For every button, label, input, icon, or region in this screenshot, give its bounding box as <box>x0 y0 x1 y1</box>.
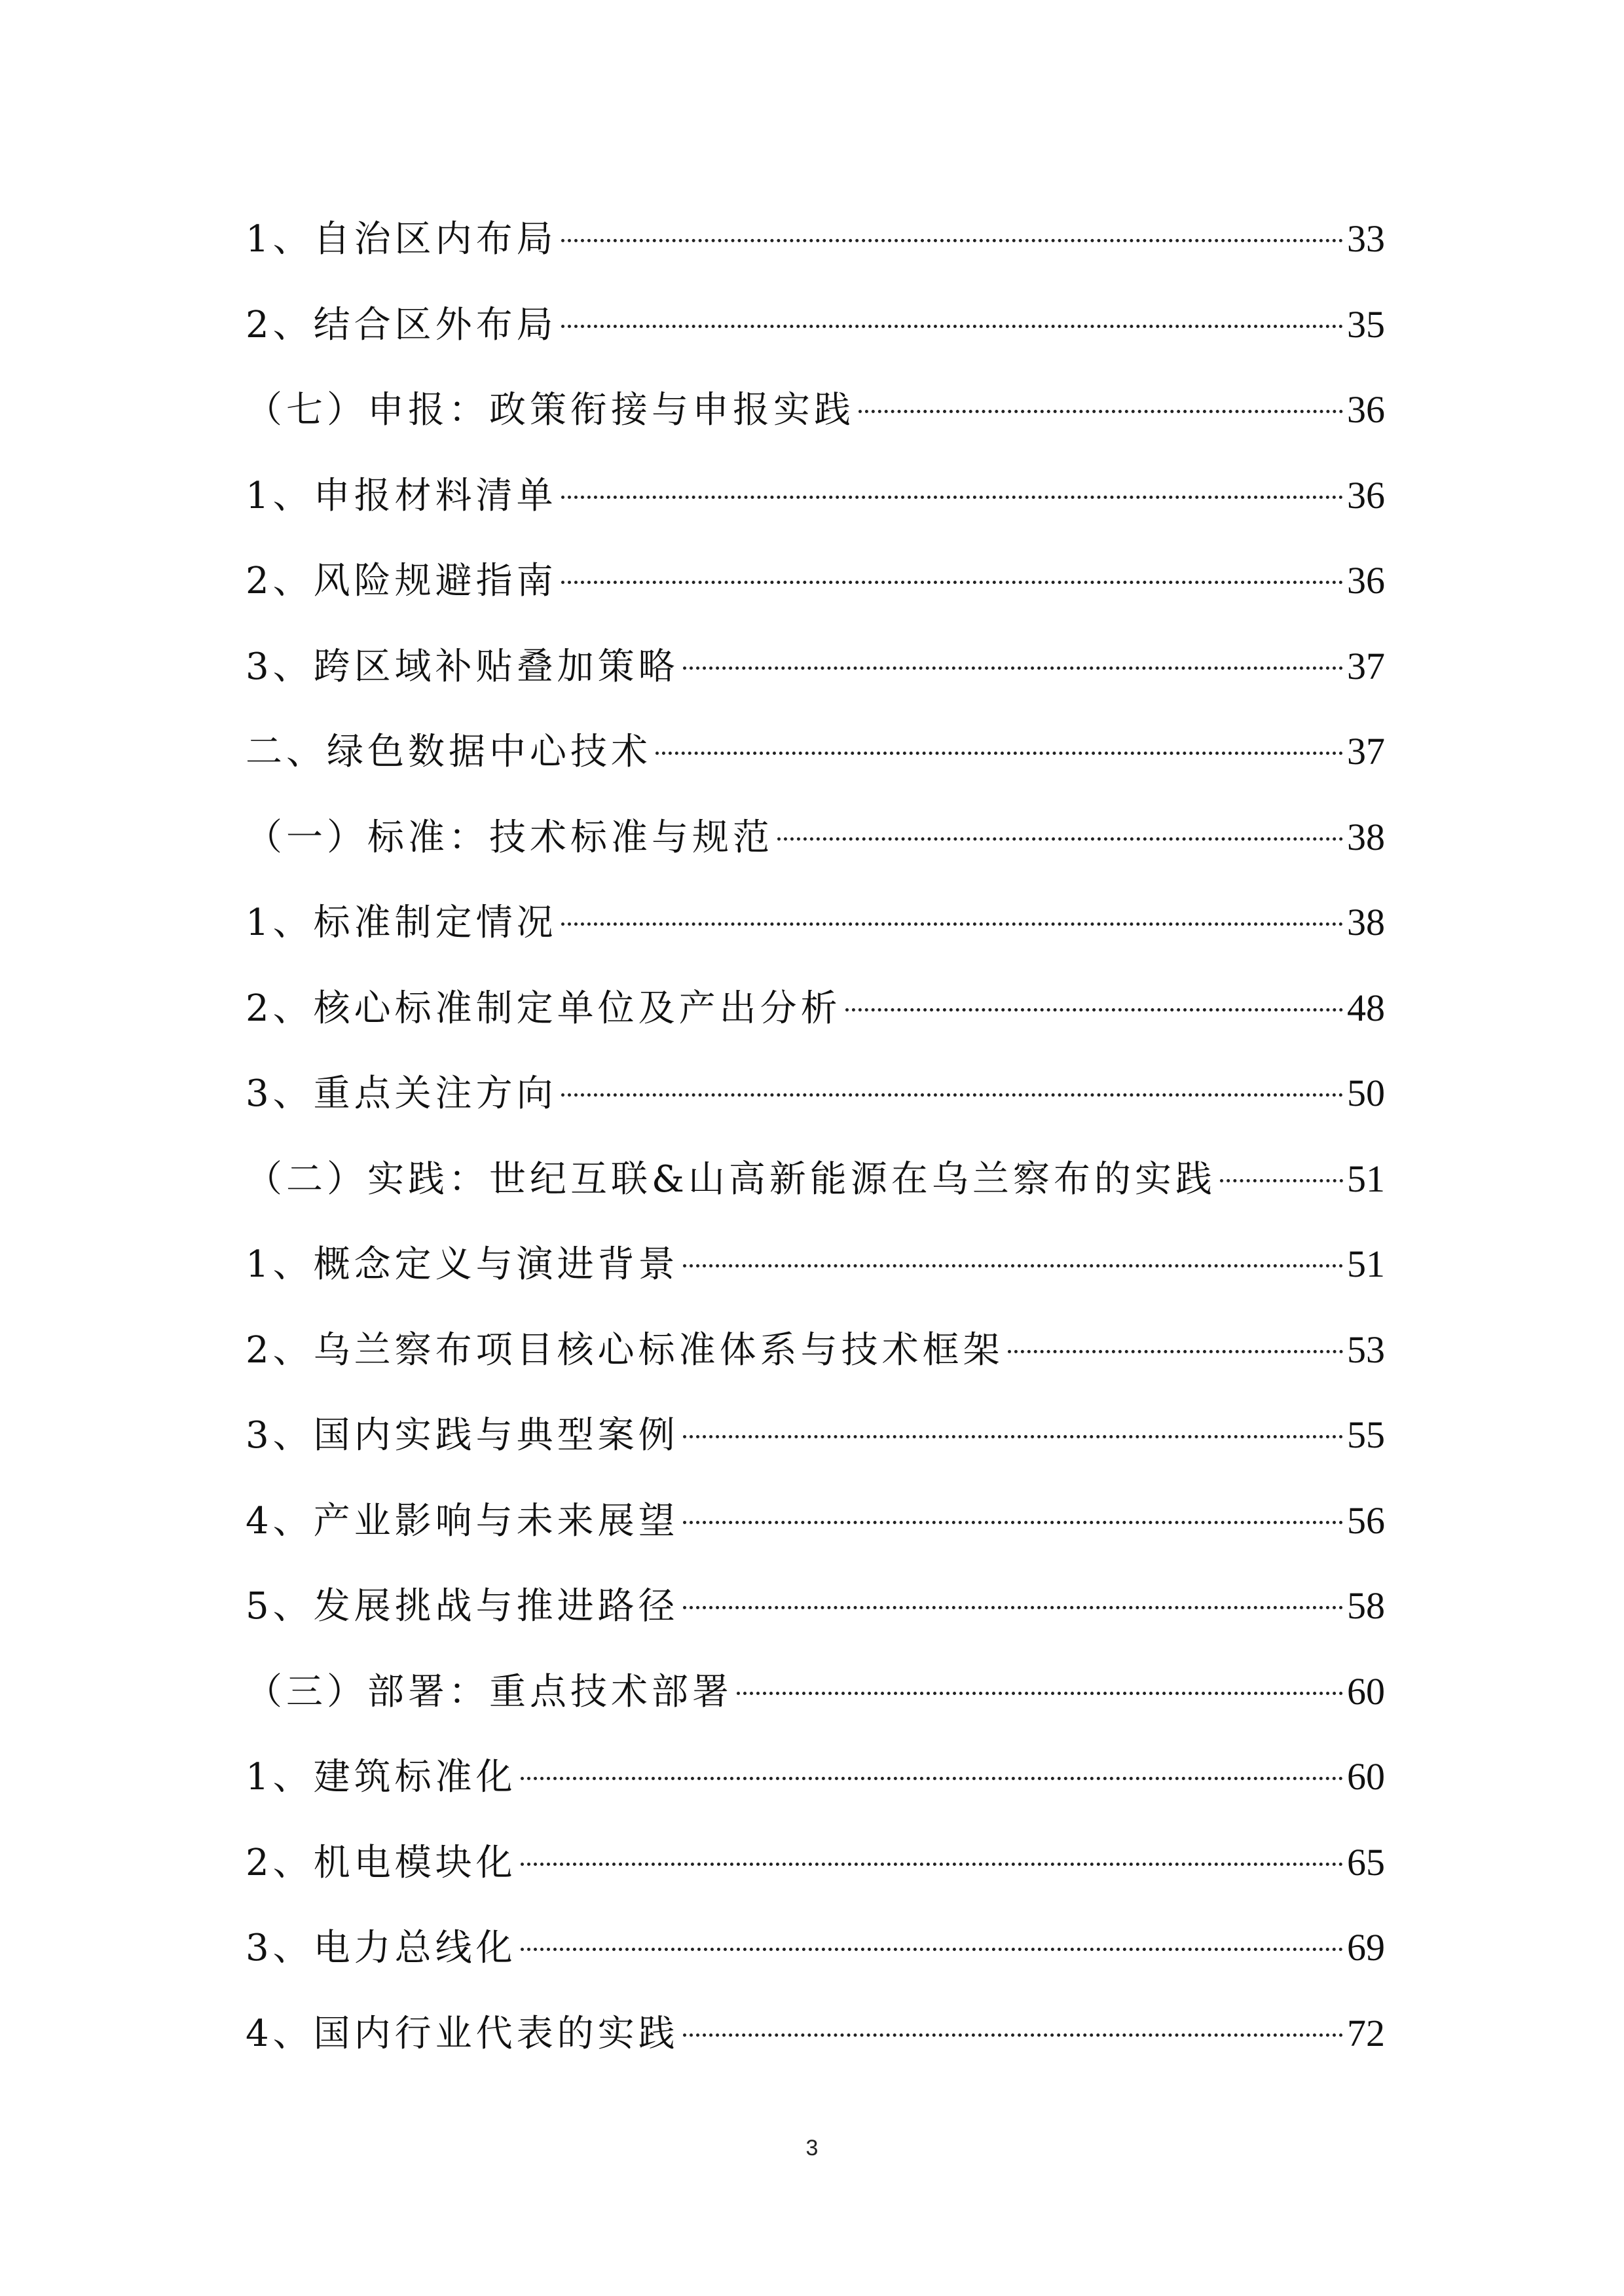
toc-entry[interactable] <box>246 709 1385 795</box>
toc-entry-title: 2、结合区外布局 <box>246 303 557 346</box>
toc-entry-title: 3、电力总线化 <box>246 1927 517 1969</box>
toc-entry-page: 72 <box>1347 2011 1385 2054</box>
toc-entry[interactable] <box>246 880 1385 966</box>
toc-entry-title: 3、重点关注方向 <box>246 1072 557 1115</box>
toc-entry-page: 51 <box>1347 1243 1385 1285</box>
toc-entry[interactable] <box>246 1905 1385 1991</box>
toc-leader-dots <box>561 1093 1343 1097</box>
toc-entry-title: 4、国内行业代表的实践 <box>246 2012 679 2055</box>
toc-leader-dots <box>1220 1179 1343 1182</box>
toc-entry[interactable] <box>246 1478 1385 1564</box>
toc-entry[interactable] <box>246 196 1385 282</box>
toc-leader-dots <box>683 2033 1343 2037</box>
toc-entry[interactable] <box>246 1222 1385 1307</box>
toc-entry-title: 2、风险规避指南 <box>246 560 557 602</box>
toc-entry[interactable] <box>246 624 1385 710</box>
toc-entry-title: 1、自治区内布局 <box>246 218 557 261</box>
toc-entry[interactable] <box>246 966 1385 1051</box>
toc-leader-dots <box>521 1948 1343 1951</box>
toc-entry[interactable] <box>246 282 1385 368</box>
toc-entry-page: 65 <box>1347 1840 1385 1884</box>
toc-leader-dots <box>683 666 1343 670</box>
toc-entry-page: 38 <box>1347 901 1385 943</box>
toc-leader-dots <box>683 1435 1343 1438</box>
toc-leader-dots <box>561 239 1343 242</box>
toc-entry-title: 1、申报材料清单 <box>246 474 557 517</box>
toc-leader-dots <box>683 1264 1343 1267</box>
toc-entry-page: 60 <box>1347 1755 1385 1798</box>
toc-entry[interactable] <box>246 1563 1385 1649</box>
toc-entry-page: 51 <box>1347 1157 1385 1200</box>
toc-entry[interactable] <box>246 1991 1385 2077</box>
toc-leader-dots <box>683 1606 1343 1609</box>
table-of-contents <box>246 196 1385 2076</box>
toc-leader-dots <box>858 410 1343 413</box>
toc-leader-dots <box>683 1521 1343 1524</box>
toc-entry[interactable] <box>246 1734 1385 1820</box>
toc-entry-page: 53 <box>1347 1328 1385 1371</box>
toc-entry-page: 58 <box>1347 1584 1385 1627</box>
toc-entry[interactable] <box>246 1051 1385 1137</box>
toc-entry[interactable] <box>246 1137 1385 1222</box>
toc-entry-page: 37 <box>1347 644 1385 687</box>
toc-entry-title: 2、乌兰察布项目核心标准体系与技术框架 <box>246 1328 1004 1372</box>
toc-entry-title: 3、跨区域补贴叠加策略 <box>246 645 679 688</box>
toc-leader-dots <box>521 1863 1343 1866</box>
toc-leader-dots <box>777 837 1343 841</box>
toc-entry[interactable] <box>246 1307 1385 1393</box>
toc-entry-page: 35 <box>1347 302 1385 346</box>
toc-entry-title: （三）部署：重点技术部署 <box>246 1670 733 1713</box>
toc-entry-title: 1、概念定义与演进背景 <box>246 1243 679 1286</box>
toc-entry-page: 38 <box>1347 815 1385 858</box>
toc-entry-title: 5、发展挑战与推进路径 <box>246 1585 679 1628</box>
toc-entry-page: 60 <box>1347 1669 1385 1713</box>
toc-leader-dots <box>737 1692 1343 1695</box>
toc-entry-page: 48 <box>1347 986 1385 1029</box>
toc-leader-dots <box>521 1777 1343 1780</box>
toc-entry[interactable] <box>246 367 1385 453</box>
toc-entry-page: 36 <box>1347 559 1385 602</box>
toc-entry-title: 二、绿色数据中心技术 <box>246 731 652 773</box>
toc-leader-dots <box>561 922 1343 926</box>
toc-leader-dots <box>561 496 1343 499</box>
toc-entry-page: 69 <box>1347 1926 1385 1969</box>
toc-entry[interactable] <box>246 1820 1385 1906</box>
toc-leader-dots <box>561 581 1343 584</box>
toc-entry-title: 3、国内实践与典型案例 <box>246 1414 679 1457</box>
toc-leader-dots <box>561 325 1343 328</box>
toc-entry-title: （七）申报：政策衔接与申报实践 <box>246 389 855 431</box>
toc-entry[interactable] <box>246 795 1385 881</box>
toc-entry-page: 56 <box>1347 1499 1385 1542</box>
toc-entry[interactable] <box>246 1649 1385 1735</box>
toc-entry-page: 55 <box>1347 1413 1385 1456</box>
toc-entry[interactable] <box>246 453 1385 539</box>
toc-entry-title: 2、核心标准制定单位及产出分析 <box>246 987 841 1030</box>
toc-leader-dots <box>845 1008 1343 1011</box>
toc-entry-title: 4、产业影响与未来展望 <box>246 1499 679 1542</box>
toc-entry-page: 37 <box>1347 730 1385 773</box>
toc-entry-page: 36 <box>1347 473 1385 517</box>
toc-entry[interactable] <box>246 1393 1385 1478</box>
toc-entry-page: 33 <box>1347 217 1385 260</box>
toc-entry-title: （一）标准：技术标准与规范 <box>246 816 773 859</box>
toc-entry-title: （二）实践：世纪互联&山高新能源在乌兰察布的实践 <box>246 1157 1216 1201</box>
toc-entry-page: 36 <box>1347 388 1385 431</box>
toc-entry-title: 1、标准制定情况 <box>246 902 557 944</box>
toc-entry[interactable] <box>246 538 1385 624</box>
toc-entry-page: 50 <box>1347 1072 1385 1114</box>
toc-entry-title: 2、机电模块化 <box>246 1841 517 1884</box>
toc-leader-dots <box>655 752 1343 755</box>
toc-entry-title: 1、建筑标准化 <box>246 1756 517 1798</box>
page-number: 3 <box>805 2136 819 2160</box>
toc-leader-dots <box>1008 1350 1343 1353</box>
